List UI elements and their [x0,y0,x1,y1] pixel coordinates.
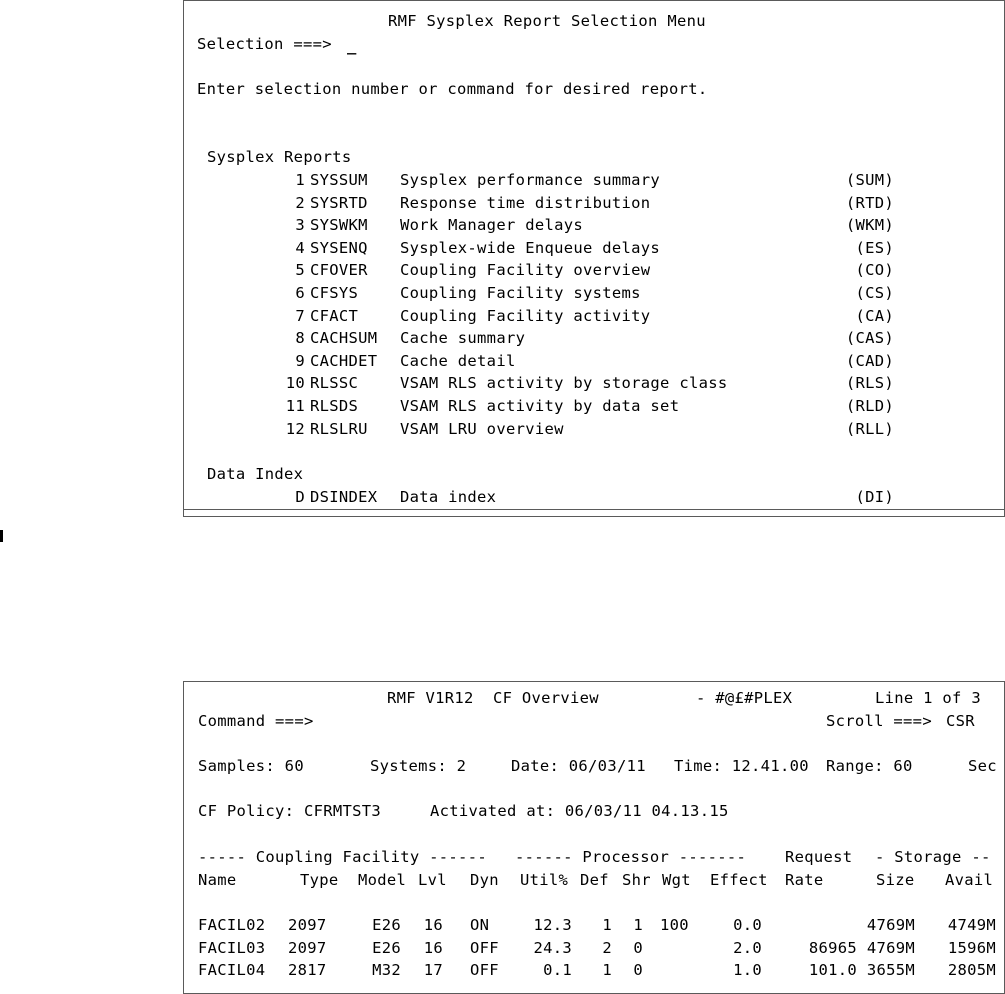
column-header: Wgt [662,871,691,889]
group-header-processor: ------ Processor ------- [515,848,747,866]
menu-item-description: Sysplex performance summary [400,171,661,189]
menu-item-number: 4 [295,239,305,257]
menu-item-number: 8 [295,329,305,347]
menu-item-description: Coupling Facility activity [400,307,651,325]
cell-model: M32 [372,961,401,979]
column-header: Model [358,871,407,889]
cell-type: 2097 [288,916,327,934]
menu-item-number: 9 [295,352,305,370]
menu-item-abbreviation: (CO) [855,261,894,279]
column-header: Def [580,871,609,889]
menu-item-abbreviation: (DI) [855,488,894,506]
panel-title: RMF Sysplex Report Selection Menu [388,12,706,30]
menu-item-abbreviation: (WKM) [845,216,894,234]
group-header-storage: - Storage -- [875,848,991,866]
cell-wgt: 100 [660,916,689,934]
menu-item-description: Coupling Facility systems [400,284,641,302]
column-header: Dyn [470,871,499,889]
menu-item-abbreviation: (CAS) [845,329,894,347]
line-indicator: Line 1 of 3 [875,689,981,707]
cell-dyn: OFF [470,961,499,979]
range-unit: Sec [968,757,997,775]
column-header: Rate [785,871,824,889]
menu-item-abbreviation: (RLL) [845,420,894,438]
menu-item-abbreviation: (RLS) [845,374,894,392]
cell-name: FACIL04 [198,961,266,979]
cell-shr: 0 [633,961,643,979]
menu-item-description: VSAM LRU overview [400,420,564,438]
sysplex-menu-panel [183,0,1005,517]
time-info: Time: 12.41.00 [674,757,809,775]
cf-policy: CF Policy: CFRMTST3 [198,802,382,820]
cell-util: 24.3 [533,939,572,957]
menu-item-abbreviation: (CA) [855,307,894,325]
cell-size: 4769M [866,939,915,957]
menu-item-number: 2 [295,194,305,212]
cell-effect: 1.0 [733,961,762,979]
cell-lvl: 16 [423,916,443,934]
menu-item-number: 7 [295,307,305,325]
menu-item-number: 3 [295,216,305,234]
menu-item-abbreviation: (RTD) [845,194,894,212]
menu-item-number: 12 [285,420,305,438]
cell-avail: 1596M [947,939,996,957]
section-heading-data-index: Data Index [207,465,304,483]
menu-item-description: VSAM RLS activity by storage class [400,374,728,392]
cell-size: 3655M [866,961,915,979]
menu-item-description: Coupling Facility overview [400,261,651,279]
menu-item-command: SYSWKM [310,216,368,234]
menu-item-command: RLSSC [310,374,359,392]
scroll-label: Scroll ===> [826,712,932,730]
instruction-text: Enter selection number or command for desired report. [197,80,708,98]
cf-overview-panel [183,681,1005,994]
menu-item-number: 1 [295,171,305,189]
menu-item-number: 5 [295,261,305,279]
menu-item-command: RLSDS [310,397,359,415]
menu-item-description: Cache summary [400,329,526,347]
cell-dyn: OFF [470,939,499,957]
command-input[interactable] [334,712,814,730]
cell-avail: 2805M [947,961,996,979]
menu-item-description: Data index [400,488,497,506]
menu-item-command: CFSYS [310,284,359,302]
cell-def: 1 [602,916,612,934]
column-header: Shr [622,871,651,889]
cell-def: 2 [602,939,612,957]
menu-item-command: SYSRTD [310,194,368,212]
column-header: Type [300,871,339,889]
cell-name: FACIL02 [198,916,266,934]
command-prompt: Command ===> [198,712,314,730]
margin-marker [0,530,3,542]
menu-item-abbreviation: (RLD) [845,397,894,415]
menu-item-number: 11 [285,397,305,415]
menu-item-number: 10 [285,374,305,392]
cell-shr: 1 [633,916,643,934]
group-header-request: Request [785,848,853,866]
menu-item-abbreviation: (SUM) [845,171,894,189]
panel-bottom-rule [184,509,1004,510]
cell-model: E26 [372,939,401,957]
selection-prompt: Selection ===> [197,35,332,53]
cell-type: 2097 [288,939,327,957]
plex-name: - #@£#PLEX [696,689,793,707]
menu-item-abbreviation: (ES) [855,239,894,257]
cell-shr: 0 [633,939,643,957]
cell-rate: 86965 [808,939,857,957]
cell-effect: 2.0 [733,939,762,957]
cell-dyn: ON [470,916,490,934]
menu-item-description: VSAM RLS activity by data set [400,397,680,415]
menu-item-abbreviation: (CAD) [845,352,894,370]
activated-info: Activated at: 06/03/11 04.13.15 [430,802,729,820]
menu-item-description: Cache detail [400,352,516,370]
menu-item-command: CACHDET [310,352,378,370]
column-header: Util% [520,871,569,889]
systems-info: Systems: 2 [370,757,467,775]
menu-item-description: Response time distribution [400,194,651,212]
cell-effect: 0.0 [733,916,762,934]
cell-type: 2817 [288,961,327,979]
column-header: Size [876,871,915,889]
cell-rate: 101.0 [808,961,857,979]
samples-info: Samples: 60 [198,757,304,775]
menu-item-command: CFOVER [310,261,368,279]
column-header: Name [198,871,237,889]
section-heading-sysplex: Sysplex Reports [207,148,352,166]
cell-model: E26 [372,916,401,934]
menu-item-command: CACHSUM [310,329,378,347]
cell-size: 4769M [866,916,915,934]
menu-item-description: Sysplex-wide Enqueue delays [400,239,661,257]
cell-avail: 4749M [947,916,996,934]
menu-item-command: CFACT [310,307,359,325]
menu-item-number: 6 [295,284,305,302]
cell-lvl: 16 [423,939,443,957]
scroll-input[interactable]: CSR [946,712,975,730]
cell-name: FACIL03 [198,939,266,957]
column-header: Effect [710,871,768,889]
date-info: Date: 06/03/11 [511,757,646,775]
menu-item-command: SYSSUM [310,171,368,189]
menu-item-number: D [295,488,305,506]
menu-item-command: DSINDEX [310,488,378,506]
column-header: Lvl [418,871,447,889]
menu-item-command: SYSENQ [310,239,368,257]
panel-title: RMF V1R12 CF Overview [387,689,599,707]
cell-util: 12.3 [533,916,572,934]
cell-util: 0.1 [543,961,572,979]
menu-item-abbreviation: (CS) [855,284,894,302]
column-header: Avail [945,871,994,889]
menu-item-command: RLSLRU [310,420,368,438]
cell-def: 1 [602,961,612,979]
menu-item-description: Work Manager delays [400,216,584,234]
group-header-coupling-facility: ----- Coupling Facility ------ [198,848,487,866]
selection-input[interactable]: _ [347,37,357,55]
cell-lvl: 17 [423,961,443,979]
range-info: Range: 60 [826,757,913,775]
